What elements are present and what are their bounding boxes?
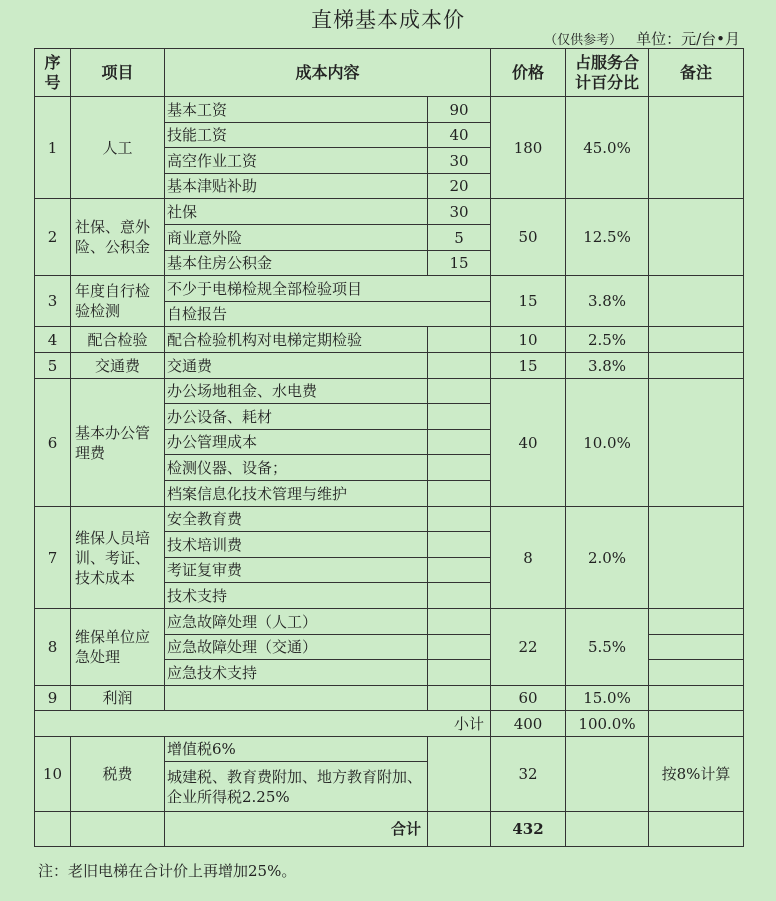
row-item: 基本办公管理费 [71,379,165,507]
header-no: 序号 [35,49,71,97]
cost-content: 应急故障处理（人工） [165,609,428,635]
cost-content: 不少于电梯检规全部检验项目 [165,276,491,302]
row-no: 9 [35,686,71,711]
total-pct [566,812,649,847]
cost-content: 基本津贴补助 [165,174,428,199]
cost-value: 90 [428,97,491,123]
row-item: 年度自行检验检测 [71,276,165,327]
tax-no: 10 [35,737,71,812]
cost-value [428,660,491,686]
cost-content: 配合检验机构对电梯定期检验 [165,327,428,353]
tax-content: 增值税6% [165,737,428,762]
header-row [35,49,744,97]
row-note [649,379,744,507]
row-note [649,327,744,353]
page-title: 直梯基本成本价 [311,8,465,32]
total-row [35,812,744,847]
row-no: 5 [35,353,71,379]
row-note [649,97,744,199]
table-row [35,609,744,635]
tax-content: 城建税、教育费附加、地方教育附加、企业所得税2.25% [165,762,428,812]
row-pct: 15.0% [566,686,649,711]
cost-content: 商业意外险 [165,225,428,251]
row-item: 人工 [71,97,165,199]
cost-value: 30 [428,199,491,225]
header-content: 成本内容 [165,49,491,97]
cost-value [428,379,491,404]
row-item: 利润 [71,686,165,711]
total-no [35,812,71,847]
subtotal-price: 400 [491,711,566,737]
tax-price: 32 [491,737,566,812]
row-price: 60 [491,686,566,711]
row-item: 维保人员培训、考证、技术成本 [71,507,165,609]
tax-row [35,737,744,762]
cost-value [428,558,491,583]
row-item: 维保单位应急处理 [71,609,165,686]
table-row [35,199,744,225]
table-row [35,97,744,123]
subtotal-note [649,711,744,737]
reference-note: （仅供参考） [544,33,623,48]
table-row [35,276,744,302]
cost-value [428,404,491,430]
row-item: 配合检验 [71,327,165,353]
subtotal-pct: 100.0% [566,711,649,737]
total-note [649,812,744,847]
cost-content: 办公场地租金、水电费 [165,379,428,404]
row-no: 2 [35,199,71,276]
cost-value: 15 [428,251,491,276]
cost-content: 考证复审费 [165,558,428,583]
footnote: 注：老旧电梯在合计价上再增加25%。 [38,862,297,880]
unit-label [544,28,740,49]
row-price: 15 [491,353,566,379]
row-no: 3 [35,276,71,327]
tax-value [428,737,491,812]
cost-value [428,635,491,660]
row-pct: 10.0% [566,379,649,507]
cost-value: 30 [428,148,491,174]
row-note [649,353,744,379]
cost-value [428,507,491,532]
header-pct: 占服务合计百分比 [566,49,649,97]
row-price: 22 [491,609,566,686]
row-price: 15 [491,276,566,327]
cost-content: 安全教育费 [165,507,428,532]
row-pct: 3.8% [566,276,649,327]
row-price: 10 [491,327,566,353]
cost-content: 应急技术支持 [165,660,428,686]
row-item: 交通费 [71,353,165,379]
total-label: 合计 [165,812,428,847]
cost-value [428,430,491,455]
tax-item: 税费 [71,737,165,812]
row-pct: 5.5% [566,609,649,686]
row-no: 7 [35,507,71,609]
cost-value [428,481,491,507]
tax-pct [566,737,649,812]
cost-content: 技术支持 [165,583,428,609]
row-pct: 3.8% [566,353,649,379]
row-pct: 12.5% [566,199,649,276]
header-note: 备注 [649,49,744,97]
row-price: 50 [491,199,566,276]
total-value [428,812,491,847]
cost-content: 基本住房公积金 [165,251,428,276]
row-pct: 45.0% [566,97,649,199]
row-no: 6 [35,379,71,507]
header-price: 价格 [491,49,566,97]
total-price: 432 [491,812,566,847]
cost-value: 40 [428,123,491,148]
row-no: 1 [35,97,71,199]
row-note [649,635,744,660]
row-price: 40 [491,379,566,507]
table-row [35,379,744,404]
row-price: 180 [491,97,566,199]
cost-content: 技术培训费 [165,532,428,558]
row-pct: 2.0% [566,507,649,609]
row-no: 4 [35,327,71,353]
cost-value [428,327,491,353]
unit-text: 单位：元/台•月 [636,30,740,48]
cost-content: 基本工资 [165,97,428,123]
cost-content: 档案信息化技术管理与维护 [165,481,428,507]
total-item [71,812,165,847]
subtotal-row [35,711,744,737]
subtotal-label: 小计 [35,711,491,737]
row-note [649,199,744,276]
cost-content: 检测仪器、设备； [165,455,428,481]
cost-value: 5 [428,225,491,251]
cost-value [428,455,491,481]
row-note [649,609,744,635]
cost-value [428,609,491,635]
cost-content: 办公管理成本 [165,430,428,455]
cost-content: 技能工资 [165,123,428,148]
cost-value [428,353,491,379]
header-item: 项目 [71,49,165,97]
row-price: 8 [491,507,566,609]
table-row [35,686,744,711]
cost-value: 20 [428,174,491,199]
cost-content [165,686,428,711]
table-row [35,353,744,379]
tax-note: 按8%计算 [649,737,744,812]
cost-table [34,48,744,847]
cost-value [428,532,491,558]
table-row [35,507,744,532]
cost-content: 办公设备、耗材 [165,404,428,430]
row-item: 社保、意外险、公积金 [71,199,165,276]
table-row [35,327,744,353]
row-note [649,660,744,686]
cost-value [428,583,491,609]
row-note [649,686,744,711]
row-note [649,507,744,609]
cost-content: 应急故障处理（交通） [165,635,428,660]
cost-content: 高空作业工资 [165,148,428,174]
cost-content: 社保 [165,199,428,225]
cost-content: 交通费 [165,353,428,379]
cost-content: 自检报告 [165,302,491,327]
cost-value [428,686,491,711]
row-pct: 2.5% [566,327,649,353]
row-no: 8 [35,609,71,686]
row-note [649,276,744,327]
